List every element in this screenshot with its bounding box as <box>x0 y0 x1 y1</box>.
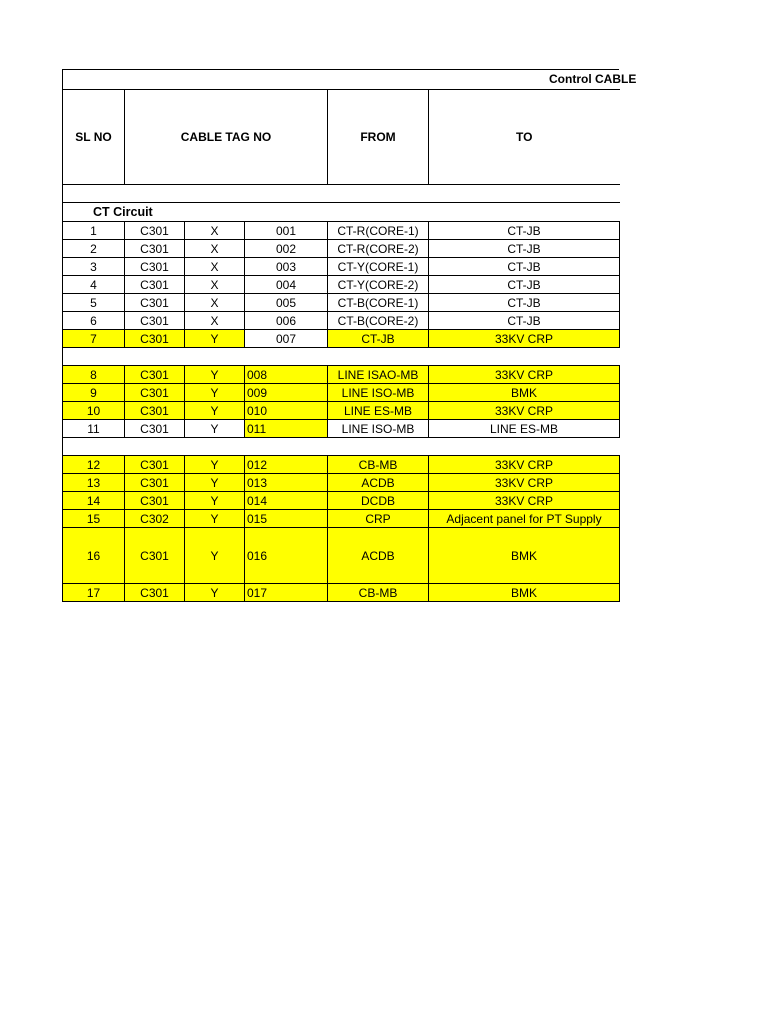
cell-tag: C301 <box>125 474 185 492</box>
cell-num: 014 <box>245 492 328 510</box>
cell-type: Y <box>185 474 245 492</box>
table-row <box>63 258 620 276</box>
cell-num: 004 <box>245 276 328 294</box>
cell-sl: 3 <box>63 258 125 276</box>
cell-to: LINE ES-MB <box>429 420 620 438</box>
cell-tag: C301 <box>125 258 185 276</box>
cell-tag: C301 <box>125 402 185 420</box>
cell-type: Y <box>185 366 245 384</box>
cell-from: CB-MB <box>328 456 429 474</box>
cell-type: X <box>185 240 245 258</box>
cell-to: 33KV CRP <box>429 330 620 348</box>
cell-num: 016 <box>245 528 328 584</box>
table-row <box>63 474 620 492</box>
cell-to: Adjacent panel for PT Supply <box>429 510 620 528</box>
cell-type: Y <box>185 528 245 584</box>
cell-type: X <box>185 258 245 276</box>
cell-type: Y <box>185 510 245 528</box>
cell-num: 007 <box>245 330 328 348</box>
section-row <box>63 203 620 222</box>
spacer-row <box>63 438 620 456</box>
cell-num: 013 <box>245 474 328 492</box>
table-row <box>63 510 620 528</box>
cell-from: LINE ISAO-MB <box>328 366 429 384</box>
cell-tag: C301 <box>125 222 185 240</box>
section-title: CT Circuit <box>63 203 620 222</box>
table-row <box>63 528 620 584</box>
cell-from: CT-Y(CORE-1) <box>328 258 429 276</box>
cell-num: 010 <box>245 402 328 420</box>
cell-num: 006 <box>245 312 328 330</box>
cell-sl: 14 <box>63 492 125 510</box>
cell-to: 33KV CRP <box>429 366 620 384</box>
cell-from: DCDB <box>328 492 429 510</box>
cell-sl: 10 <box>63 402 125 420</box>
cell-type: Y <box>185 402 245 420</box>
spacer-cell <box>63 438 620 456</box>
cell-from: CRP <box>328 510 429 528</box>
cable-schedule-table <box>62 89 620 602</box>
cell-type: Y <box>185 584 245 602</box>
cell-from: ACDB <box>328 474 429 492</box>
table-row <box>63 492 620 510</box>
cell-tag: C301 <box>125 294 185 312</box>
cell-num: 003 <box>245 258 328 276</box>
table-row <box>63 420 620 438</box>
cell-sl: 12 <box>63 456 125 474</box>
cell-from: CT-Y(CORE-2) <box>328 276 429 294</box>
table-row <box>63 294 620 312</box>
cell-sl: 4 <box>63 276 125 294</box>
cell-num: 015 <box>245 510 328 528</box>
cell-from: LINE ES-MB <box>328 402 429 420</box>
cell-to: CT-JB <box>429 294 620 312</box>
cell-tag: C301 <box>125 276 185 294</box>
cell-from: LINE ISO-MB <box>328 384 429 402</box>
cell-tag: C301 <box>125 584 185 602</box>
cell-sl: 6 <box>63 312 125 330</box>
cell-to: CT-JB <box>429 312 620 330</box>
table-row <box>63 312 620 330</box>
blank-row <box>63 185 620 203</box>
cell-tag: C302 <box>125 510 185 528</box>
cell-num: 001 <box>245 222 328 240</box>
cell-sl: 15 <box>63 510 125 528</box>
cell-sl: 11 <box>63 420 125 438</box>
cell-sl: 9 <box>63 384 125 402</box>
cell-num: 008 <box>245 366 328 384</box>
cell-type: Y <box>185 420 245 438</box>
cell-tag: C301 <box>125 420 185 438</box>
table-row <box>63 456 620 474</box>
cell-num: 012 <box>245 456 328 474</box>
table-row <box>63 584 620 602</box>
table-row <box>63 402 620 420</box>
cell-to: CT-JB <box>429 222 620 240</box>
cell-from: CB-MB <box>328 584 429 602</box>
table-row <box>63 222 620 240</box>
cell-sl: 5 <box>63 294 125 312</box>
table-row <box>63 240 620 258</box>
cell-to: 33KV CRP <box>429 402 620 420</box>
cell-num: 005 <box>245 294 328 312</box>
cell-from: LINE ISO-MB <box>328 420 429 438</box>
cell-tag: C301 <box>125 384 185 402</box>
cell-to: 33KV CRP <box>429 474 620 492</box>
cell-type: X <box>185 276 245 294</box>
header-cable-tag-no: CABLE TAG NO <box>125 90 328 185</box>
cell-to: 33KV CRP <box>429 492 620 510</box>
cell-sl: 13 <box>63 474 125 492</box>
table-row <box>63 366 620 384</box>
cell-type: X <box>185 312 245 330</box>
cell-from: ACDB <box>328 528 429 584</box>
cell-num: 011 <box>245 420 328 438</box>
cell-type: Y <box>185 384 245 402</box>
cell-to: BMK <box>429 528 620 584</box>
cell-sl: 8 <box>63 366 125 384</box>
cell-sl: 2 <box>63 240 125 258</box>
blank-cell <box>63 185 620 203</box>
sheet-title-row <box>62 69 637 89</box>
cell-num: 002 <box>245 240 328 258</box>
cell-to: BMK <box>429 384 620 402</box>
cell-sl: 7 <box>63 330 125 348</box>
table-row <box>63 276 620 294</box>
cell-tag: C301 <box>125 366 185 384</box>
spacer-row <box>63 348 620 366</box>
cell-type: Y <box>185 330 245 348</box>
table-row <box>63 330 620 348</box>
cell-to: CT-JB <box>429 276 620 294</box>
cell-from: CT-B(CORE-1) <box>328 294 429 312</box>
cell-tag: C301 <box>125 312 185 330</box>
cell-to: CT-JB <box>429 240 620 258</box>
table-row <box>63 384 620 402</box>
cell-type: Y <box>185 492 245 510</box>
spreadsheet <box>62 69 637 602</box>
cell-tag: C301 <box>125 330 185 348</box>
header-row <box>63 90 620 185</box>
header-from: FROM <box>328 90 429 185</box>
cell-to: 33KV CRP <box>429 456 620 474</box>
cell-from: CT-R(CORE-1) <box>328 222 429 240</box>
cell-sl: 17 <box>63 584 125 602</box>
cell-num: 009 <box>245 384 328 402</box>
cell-sl: 16 <box>63 528 125 584</box>
cell-to: CT-JB <box>429 258 620 276</box>
header-to: TO <box>429 90 620 185</box>
cell-from: CT-R(CORE-2) <box>328 240 429 258</box>
cell-from: CT-B(CORE-2) <box>328 312 429 330</box>
cell-tag: C301 <box>125 456 185 474</box>
cell-type: Y <box>185 456 245 474</box>
spacer-cell <box>63 348 620 366</box>
cell-tag: C301 <box>125 240 185 258</box>
cell-from: CT-JB <box>328 330 429 348</box>
cell-num: 017 <box>245 584 328 602</box>
cell-to: BMK <box>429 584 620 602</box>
cell-tag: C301 <box>125 528 185 584</box>
sheet-title: Control CABLE <box>549 72 637 86</box>
cell-sl: 1 <box>63 222 125 240</box>
header-sl-no: SL NO <box>63 90 125 185</box>
cell-type: X <box>185 222 245 240</box>
cell-type: X <box>185 294 245 312</box>
cell-tag: C301 <box>125 492 185 510</box>
